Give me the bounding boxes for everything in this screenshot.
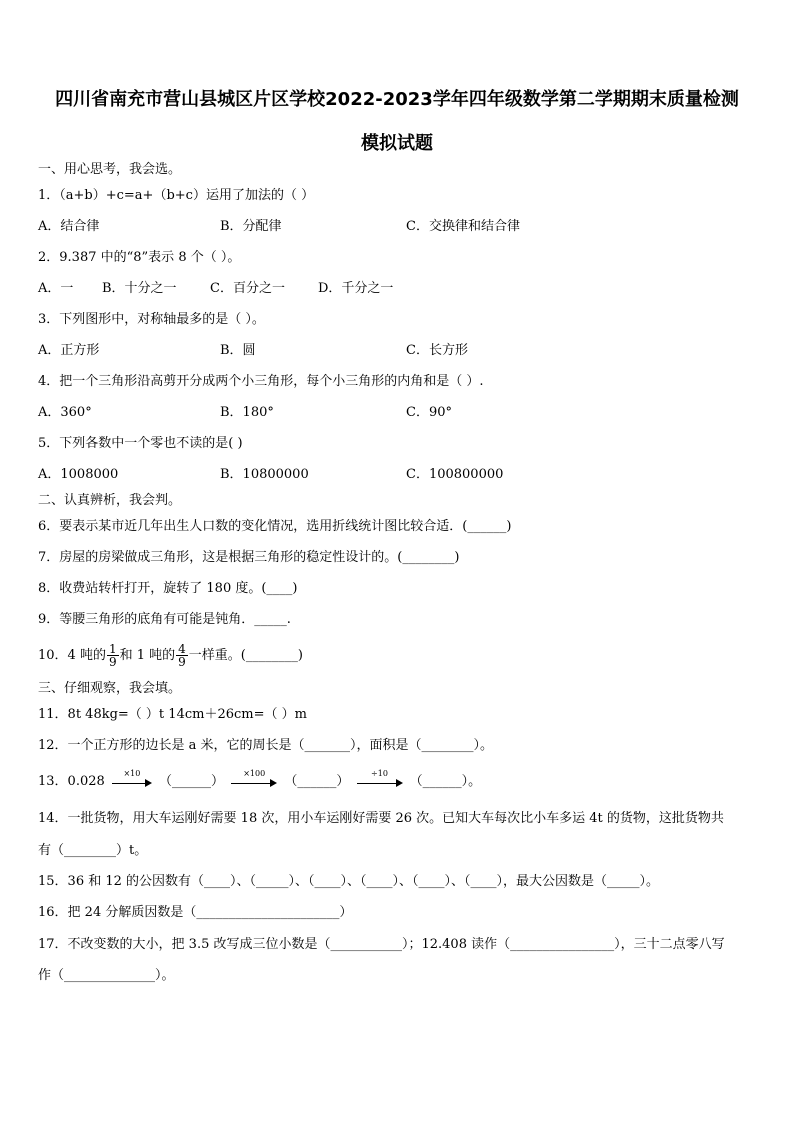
arrow-shaft bbox=[231, 783, 271, 784]
question-14-line-2: 有（________）t。 bbox=[38, 843, 148, 858]
question-12: 12．一个正方形的边长是 a 米，它的周长是（_______），面积是（________）。 bbox=[38, 738, 494, 753]
question-13 bbox=[38, 768, 756, 792]
question-1: 1．（a+b）+c=a+（b+c）运用了加法的（ ） bbox=[38, 188, 315, 203]
fraction-one-ninth bbox=[107, 643, 119, 668]
question-9: 9．等腰三角形的底角有可能是钝角．_____. bbox=[38, 612, 291, 627]
question-5: 5．下列各数中一个零也不读的是( ) bbox=[38, 436, 243, 451]
fraction-numerator: 1 bbox=[108, 642, 117, 656]
section-2-heading: 二、认真辨析，我会判。 bbox=[38, 493, 182, 508]
option-b: B．十分之一 bbox=[102, 281, 177, 296]
arrow-label: ×100 bbox=[243, 768, 266, 778]
option-c: C．百分之一 bbox=[210, 281, 285, 296]
option-d: D．千分之一 bbox=[318, 281, 394, 296]
section-3-heading: 三、仔细观察，我会填。 bbox=[38, 681, 182, 696]
question-13-start: 13．0.028 bbox=[38, 774, 105, 789]
arrow-label: ÷10 bbox=[371, 768, 388, 778]
answer-blank-1: （______） bbox=[159, 774, 225, 789]
option-a: A．正方形 bbox=[38, 343, 100, 358]
page-title-line-2: 模拟试题 bbox=[361, 133, 433, 154]
option-b: B．分配律 bbox=[220, 219, 282, 234]
option-b: B．圆 bbox=[220, 343, 256, 358]
arrow-head-icon bbox=[396, 779, 403, 787]
option-a: A．360° bbox=[38, 405, 92, 420]
question-3: 3．下列图形中，对称轴最多的是（ ）。 bbox=[38, 312, 265, 327]
question-14-line-1: 14．一批货物，用大车运刚好需要 18 次，用小车运刚好需要 26 次。已知大车每次比小车多运 4t 的货物，这批货物共 bbox=[38, 811, 724, 826]
question-6: 6．要表示某市近几年出生人口数的变化情况，选用折线统计图比较合适．(______) bbox=[38, 519, 512, 534]
arrow-shaft bbox=[357, 783, 397, 784]
option-c: C．100800000 bbox=[406, 467, 504, 482]
fraction-denominator: 9 bbox=[178, 655, 186, 669]
question-8: 8．收费站转杆打开，旋转了 180 度。(____) bbox=[38, 581, 298, 596]
arrow-times-10 bbox=[112, 768, 152, 789]
question-17-line-1: 17．不改变数的大小，把 3.5 改写成三位小数是（___________）；12.408 读作（________________），三十二点零八写 bbox=[38, 937, 725, 952]
option-b: B．10800000 bbox=[220, 467, 309, 482]
arrow-head-icon bbox=[270, 779, 277, 787]
option-c: C．90° bbox=[406, 405, 452, 420]
option-b: B．180° bbox=[220, 405, 274, 420]
option-c: C．交换律和结合律 bbox=[406, 219, 520, 234]
question-17-line-2: 作（______________）。 bbox=[38, 968, 175, 983]
fraction-four-ninths bbox=[176, 643, 188, 668]
arrow-times-100 bbox=[231, 768, 277, 789]
page-title-line-1: 四川省南充市营山县城区片区学校2022-2023学年四年级数学第二学期期末质量检测 bbox=[55, 89, 739, 110]
question-2: 2．9.387 中的“8”表示 8 个（ ）。 bbox=[38, 250, 241, 265]
question-10-text-start: 10．4 吨的 bbox=[38, 648, 106, 663]
question-4: 4．把一个三角形沿高剪开分成两个小三角形，每个小三角形的内角和是（ ）. bbox=[38, 374, 484, 389]
question-10-text-end: 一样重。(________) bbox=[188, 648, 303, 663]
fraction-denominator: 9 bbox=[108, 655, 117, 669]
answer-blank-2: （______） bbox=[284, 774, 350, 789]
arrow-label: ×10 bbox=[123, 768, 141, 778]
option-a: A．一 bbox=[38, 281, 74, 296]
question-7: 7．房屋的房梁做成三角形，这是根据三角形的稳定性设计的。(________) bbox=[38, 550, 460, 565]
answer-blank-3: （______）。 bbox=[409, 774, 482, 789]
arrow-head-icon bbox=[145, 779, 152, 787]
section-1-heading: 一、用心思考，我会选。 bbox=[38, 162, 182, 177]
arrow-shaft bbox=[112, 783, 146, 784]
arrow-divide-10 bbox=[357, 768, 403, 789]
question-16: 16．把 24 分解质因数是（______________________） bbox=[38, 905, 353, 920]
question-10-text-middle: 和 1 吨的 bbox=[119, 648, 176, 663]
option-c: C．长方形 bbox=[406, 343, 468, 358]
option-a: A．1008000 bbox=[38, 467, 119, 482]
question-10 bbox=[38, 641, 756, 671]
option-a: A．结合律 bbox=[38, 219, 100, 234]
fraction-numerator: 4 bbox=[178, 642, 186, 656]
question-15: 15．36 和 12 的公因数有（____）、（_____）、（____）、（____）、（____）、（____），最大公因数是（_____）。 bbox=[38, 874, 660, 889]
question-11: 11．8t 48kg=（ ）t 14cm＋26cm=（ ）m bbox=[38, 707, 307, 722]
